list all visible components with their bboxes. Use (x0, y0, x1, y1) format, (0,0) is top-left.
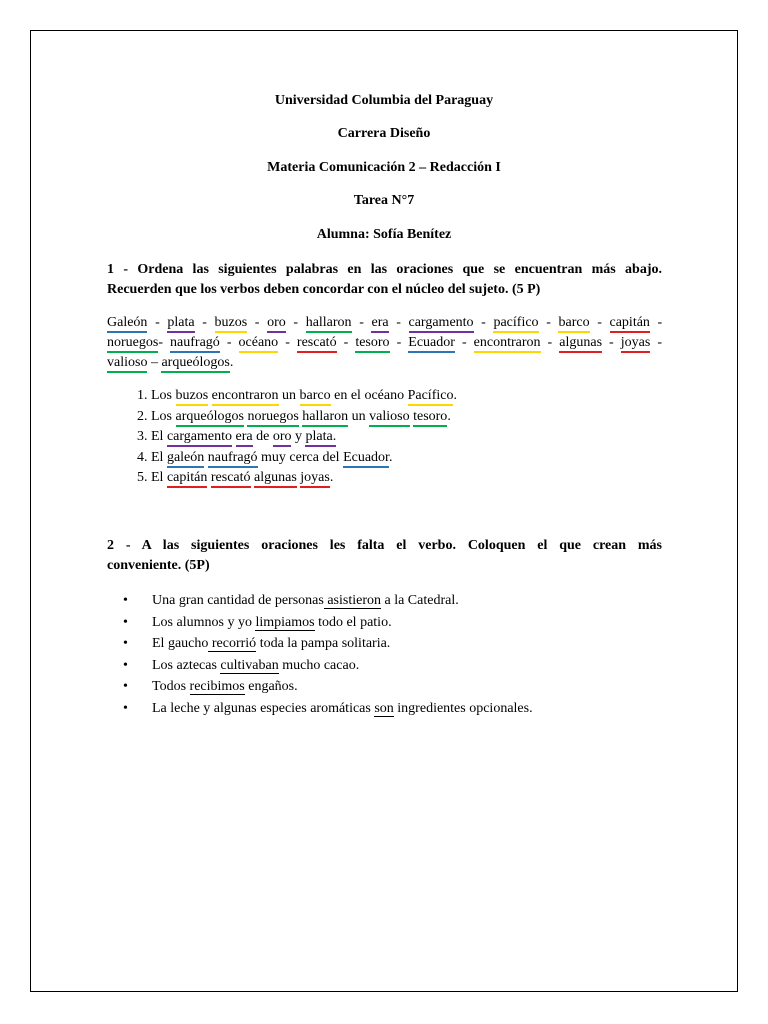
separator: . (229, 355, 234, 370)
text: El (151, 470, 167, 485)
list-item (151, 448, 607, 469)
text: El gaucho (152, 636, 209, 651)
list-item (151, 407, 607, 428)
separator: – (150, 355, 158, 370)
question-2-title-line-2: conveniente. (5P) (107, 558, 210, 573)
separator: - (226, 335, 232, 350)
text: toda la pampa solitaria. (256, 636, 391, 651)
answer-word: Ecuador (343, 450, 389, 468)
text: Todos (152, 679, 190, 694)
answer-verb: recorrió (208, 636, 257, 651)
separator: - (293, 315, 299, 330)
university-heading: Universidad Columbia del Paraguay (274, 93, 494, 108)
text: . (447, 408, 451, 424)
word-bank-item: valioso (107, 355, 147, 373)
text: mucho cacao. (278, 657, 360, 673)
answer-word: arqueólogos (176, 409, 244, 427)
answer-word: tesoro (413, 409, 447, 427)
word-bank-item: naufragó (170, 335, 220, 353)
word-bank-item: buzos (215, 315, 248, 333)
question-2-title-line-1: 2 - A las siguientes oraciones les falta el verbo. Coloquen el que crean más (107, 538, 662, 553)
question-2-title (107, 536, 662, 576)
separator: - (254, 315, 260, 330)
text: engaños. (244, 679, 298, 694)
answer-verb: limpiamos (255, 614, 315, 630)
answer-word: joyas (300, 470, 330, 488)
word-bank-item: hallaron (306, 315, 352, 333)
text: muy cerca del (257, 449, 344, 465)
ordered-sentences-list (107, 386, 607, 489)
separator: - (546, 315, 551, 330)
text: El (151, 449, 167, 465)
word-bank-item: pacífico (493, 315, 538, 333)
word-bank-item: oro (267, 315, 286, 333)
separator: - (609, 335, 614, 350)
separator: - (597, 315, 602, 330)
word-bank-line-2 (107, 333, 662, 353)
answer-word: capitán (167, 470, 207, 488)
text: ingredientes opcionales. (393, 700, 533, 716)
answer-word: noruegos (247, 409, 298, 427)
separator: - (202, 315, 207, 330)
question-1-title-line-1: 1 - Ordena las siguientes palabras en las oraciones que se encuentran más abajo. (107, 262, 662, 277)
answer-verb: asistieron (323, 593, 381, 608)
career-heading: Carrera Diseño (337, 126, 431, 141)
list-item (152, 590, 647, 612)
text: un (278, 388, 300, 403)
word-bank-item: barco (558, 315, 589, 333)
student-heading: Alumna: Sofía Benítez (316, 227, 452, 242)
text: Una gran cantidad de personas (152, 593, 324, 608)
text: . (329, 470, 334, 485)
separator: - (657, 315, 663, 330)
answer-verb: son (374, 700, 394, 716)
text: a la Catedral. (380, 593, 459, 608)
answer-word: rescató (211, 470, 251, 488)
word-bank-item: plata (167, 315, 194, 333)
text: El (151, 429, 167, 444)
word-bank-item: Galeón (107, 315, 147, 333)
answer-word: algunas (254, 470, 297, 488)
separator: - (547, 335, 553, 350)
answer-verb: recibimos (189, 679, 245, 694)
list-item (152, 612, 647, 634)
separator: - (158, 335, 163, 350)
word-bank-item: noruegos (107, 335, 158, 353)
text: Los aztecas (152, 657, 221, 673)
separator: - (396, 315, 401, 330)
text: y (291, 429, 306, 444)
answer-word: valioso (369, 409, 409, 427)
answer-word: barco (300, 388, 331, 406)
word-bank-item: Ecuador (408, 335, 455, 353)
word-bank-line-1 (107, 313, 662, 333)
text: en el océano (330, 388, 408, 403)
word-bank-item: era (371, 315, 388, 333)
answer-word: plata. (305, 429, 336, 447)
answer-word: cargamento (167, 429, 232, 447)
list-item (152, 655, 647, 677)
word-bank-item: cargamento (409, 315, 474, 333)
separator: - (359, 315, 364, 330)
word-bank-item: encontraron (474, 335, 541, 353)
answer-word: galeón (167, 450, 204, 468)
word-bank-item: algunas (559, 335, 602, 353)
answer-word: encontraron (212, 388, 279, 406)
word-bank-item: océano (239, 335, 279, 353)
verb-sentences-list (107, 590, 647, 719)
separator: - (155, 315, 160, 330)
separator: - (396, 335, 402, 350)
text: . (453, 388, 457, 403)
text: un (348, 408, 370, 424)
answer-word: oro (273, 429, 292, 447)
answer-word: hallaron (302, 409, 348, 427)
word-bank-line-3 (107, 353, 662, 373)
list-item (151, 386, 607, 407)
word-bank-item: joyas (621, 335, 651, 353)
separator: - (481, 315, 486, 330)
text: Los alumnos y yo (152, 614, 256, 630)
text: todo el patio. (314, 614, 392, 630)
word-bank-item: arqueólogos (161, 355, 229, 373)
question-1-title (107, 260, 662, 300)
list-item (152, 633, 647, 655)
text: . (388, 449, 393, 465)
text: La leche y algunas especies aromáticas (152, 700, 375, 716)
separator: - (657, 335, 663, 350)
list-item (151, 427, 607, 448)
word-bank (107, 313, 662, 373)
task-heading: Tarea N°7 (353, 193, 415, 208)
separator: - (285, 335, 290, 350)
separator: - (343, 335, 349, 350)
list-item (151, 468, 607, 489)
separator: - (461, 335, 467, 350)
answer-verb: cultivaban (220, 657, 279, 673)
text: de (252, 429, 273, 444)
subject-heading: Materia Comunicación 2 – Redacción I (267, 160, 501, 175)
answer-word: Pacífico (408, 388, 454, 406)
word-bank-item: rescató (297, 335, 337, 353)
text: Los (151, 408, 176, 424)
word-bank-item: capitán (610, 315, 650, 333)
text (232, 429, 236, 444)
answer-word: buzos (176, 388, 209, 406)
answer-word: era (236, 429, 253, 447)
list-item (152, 698, 647, 720)
word-bank-item: tesoro (355, 335, 389, 353)
list-item (152, 676, 647, 698)
question-1-title-line-2: Recuerden que los verbos deben concordar con el núcleo del sujeto. (5 P) (107, 282, 541, 297)
answer-word: naufragó (208, 450, 258, 468)
text: Los (151, 388, 176, 403)
